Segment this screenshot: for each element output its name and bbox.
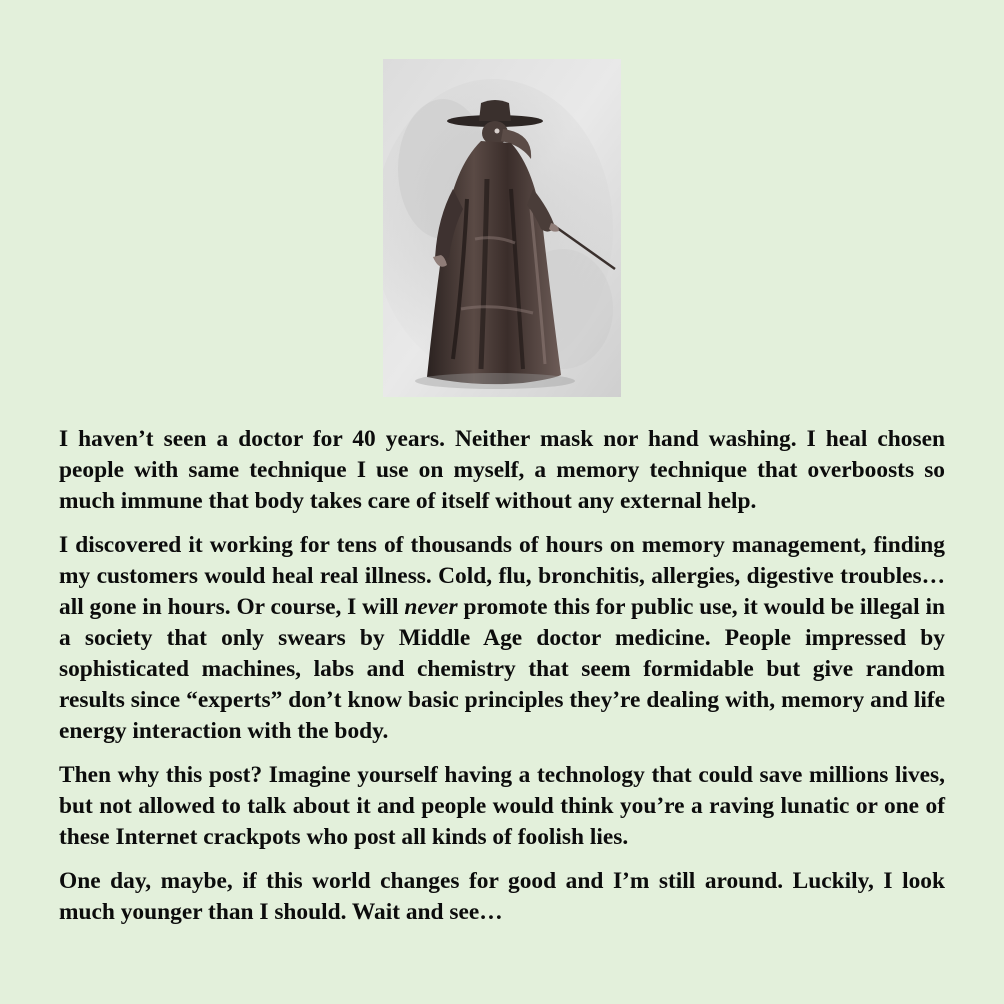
paragraph-4: One day, maybe, if this world changes for good and I’m still around. Luckily, I look much younger than I should. Wait and see… [59,868,945,925]
paragraph-2 [59,530,945,747]
plague-doctor-illustration [383,59,621,397]
paragraph-2-part-1: I discovered it working for tens of thousands of hours on memory management, finding my customers would heal real illness. Cold, flu, bronchitis, allergies, digestive troubles… all gone in hours. Or course, I will [59,532,945,620]
paragraph-3: Then why this post? Imagine yourself having a technology that could save millions lives, but not allowed to talk about it and people would think you’re a raving lunatic or one of these Internet crackpots who post all kinds of foolish lies. [59,762,945,850]
emphasized-word: never [404,594,458,620]
paragraph-1: I haven’t seen a doctor for 40 years. Neither mask nor hand washing. I heal chosen people with same technique I use on myself, a memory technique that overboosts so much immune that body takes care of itself without any external help. [59,426,945,514]
article-body [59,424,945,941]
paragraph-2-part-2: promote this for public use, it would be illegal in a society that only swears by Middle Age doctor medicine. People impressed by sophisticated machines, labs and chemistry that seem formidable but give random results since “experts” don’t know basic principles they’re dealing with, memory and life energy interaction with the body. [59,594,945,744]
